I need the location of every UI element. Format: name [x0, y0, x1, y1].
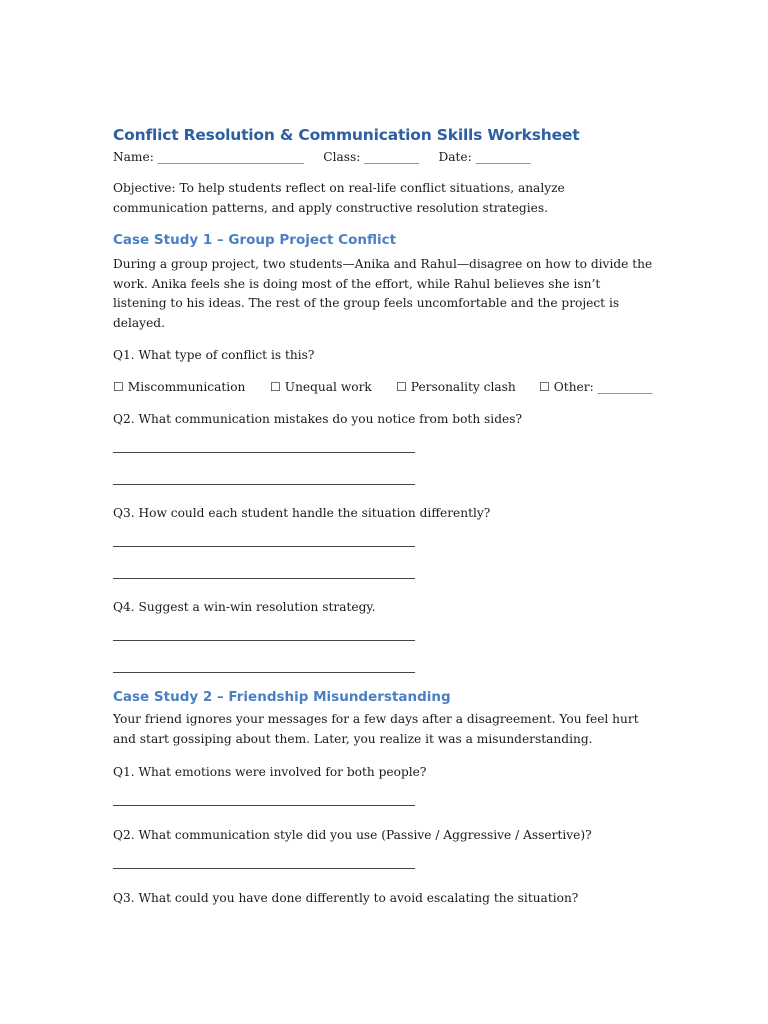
student-info-line: Name: ________________________ Class: _________ Date: _________	[113, 150, 531, 164]
case1-question-1: Q1. What type of conflict is this?	[113, 348, 315, 362]
option-unequal-work-checkbox[interactable]: ☐ Unequal work	[270, 380, 372, 394]
conflict-type-options	[113, 378, 653, 396]
case2-question-1: Q1. What emotions were involved for both people?	[113, 765, 427, 779]
answer-line[interactable]	[113, 868, 415, 869]
option-miscommunication-checkbox[interactable]: ☐ Miscommunication	[113, 380, 246, 394]
answer-line[interactable]	[113, 452, 415, 453]
option-personality-clash-checkbox[interactable]: ☐ Personality clash	[396, 380, 516, 394]
case-study-1-text: During a group project, two students—Anika and Rahul—disagree on how to divide the work. Anika feels she is doing most of the effort, while Rahul believes she isn’t listening to his ideas. The rest of the group feels uncomfortable and the project is delayed.	[113, 257, 653, 330]
case-study-2-text: Your friend ignores your messages for a few days after a disagreement. You feel hurt and start gossiping about them. Later, you realize it was a misunderstanding.	[113, 712, 639, 746]
case-study-1-heading: Case Study 1 – Group Project Conflict	[113, 232, 397, 248]
case1-question-3: Q3. How could each student handle the situation differently?	[113, 506, 491, 520]
option-other-checkbox[interactable]: ☐ Other: _________	[539, 380, 653, 394]
case1-question-2: Q2. What communication mistakes do you notice from both sides?	[113, 412, 523, 426]
case1-question-4: Q4. Suggest a win-win resolution strategy.	[113, 600, 376, 614]
worksheet-title: Conflict Resolution & Communication Skills Worksheet	[113, 126, 580, 144]
answer-line[interactable]	[113, 805, 415, 806]
answer-line[interactable]	[113, 640, 415, 641]
answer-line[interactable]	[113, 546, 415, 547]
case2-question-2: Q2. What communication style did you use (Passive / Aggressive / Assertive)?	[113, 828, 592, 842]
objective-text: Objective: To help students reflect on real-life conflict situations, analyze communication patterns, and apply constructive resolution strategies.	[113, 181, 565, 215]
worksheet-page	[113, 124, 653, 907]
case2-question-3: Q3. What could you have done differently to avoid escalating the situation?	[113, 891, 579, 905]
answer-line[interactable]	[113, 578, 415, 579]
case-study-2-heading: Case Study 2 – Friendship Misunderstanding	[113, 689, 451, 705]
answer-line[interactable]	[113, 672, 415, 673]
answer-line[interactable]	[113, 484, 415, 485]
